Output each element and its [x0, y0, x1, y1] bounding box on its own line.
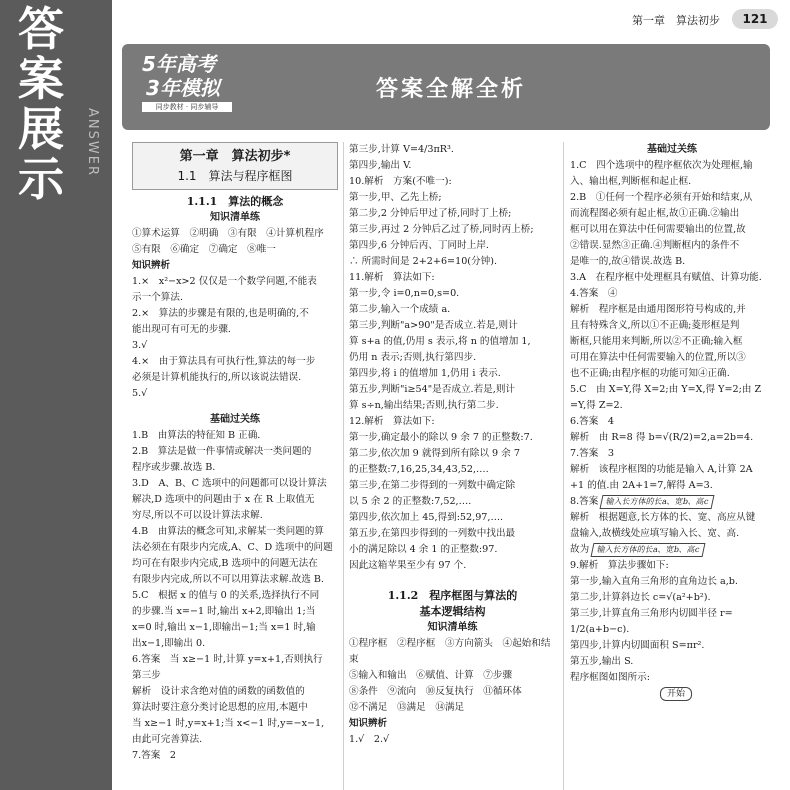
text-line: 均可在有限步内完成,B 选项中的问题无法在 [132, 558, 318, 569]
chapter-heading [132, 142, 338, 190]
text-line: 是唯一的,故④错误.故选 B. [570, 256, 686, 267]
text-line: 出x−1,即输出 0. [132, 638, 206, 649]
text-line: 第一步,输入直角三角形的直角边长 a,b. [570, 576, 738, 587]
text-line: 第三步,在第二步得到的一列数中确定除 [349, 480, 516, 491]
subsection-title: 1.1.1 算法的概念 [186, 195, 284, 208]
text-line: 框可以用在算法中任何需要输出的位置,故 [570, 224, 746, 235]
text-line: 程序或步骤.故选 B. [132, 462, 216, 473]
text-line: 解析 设计求含绝对值的函数的函数值的 [132, 686, 305, 697]
logo-tag: 同步教材 · 同步辅导 [142, 102, 232, 112]
text-line: 1/2(a+b−c). [570, 624, 630, 635]
text-line: 3.D A、B、C 选项中的问题都可以设计算法 [132, 478, 327, 489]
text-line: 第四步,将 i 的值增加 1,仍用 i 表示. [349, 368, 501, 379]
flowchart-start: 开始 [660, 687, 692, 701]
page-header [112, 0, 790, 38]
text-line: 解析 由 R=8 得 b=√(R/2)=2,a=2b=4. [570, 432, 754, 443]
sidebar-subtitle: ANSWER [85, 108, 100, 177]
text-line: =Y,得 Z=2. [570, 400, 623, 411]
text-line: 可用在算法中任何需要输入的位置,所以③ [570, 352, 746, 363]
text-line: 1.C 四个选项中的程序框依次为处理框,输 [570, 160, 753, 171]
text-line: 9.解析 算法步骤如下: [570, 560, 669, 571]
text-line: 4.答案 ④ [570, 288, 618, 299]
text-line: 解决,D 选项中的问题由于 x 在 R 上取值无 [132, 494, 315, 505]
text-line: 5.C 由 X=Y,得 X=2;由 Y=X,得 Y=2;由 Z [570, 384, 762, 395]
text-line: 12.解析 算法如下: [349, 416, 435, 427]
banner [122, 44, 770, 130]
text-line: 第三步,判断"a>90"是否成立.若是,则计 [349, 320, 518, 331]
text-line: 6.答案 4 [570, 416, 615, 427]
text-line: 解析 根据题意,长方体的长、宽、高应从键 [570, 512, 756, 523]
banner-title: 答案全解全析 [376, 77, 527, 102]
logo [142, 52, 238, 120]
text-line: 由此可完善算法. [132, 734, 203, 745]
flow-input-box: 输入长方体的长a、宽b、高c [600, 495, 715, 509]
label: 知识辨析 [132, 260, 171, 271]
text-line: 算法时要注意分类讨论思想的应用,本题中 [132, 702, 308, 713]
text-line: 第四步,输出 V. [349, 160, 412, 171]
column-divider [343, 142, 344, 790]
text-line: +1 的值.由 2A+1=7,解得 A=3. [570, 480, 713, 491]
text-line: 7.答案 2 [132, 750, 177, 761]
text-line: 3.√ [132, 340, 148, 351]
subheading: 知识清单练 [427, 622, 478, 633]
text-line: ①程序框 ②程序框 ③方向箭头 ④起始和结束 [349, 638, 551, 665]
text-line: 算 s÷n,输出结果;否则,执行第二步. [349, 400, 499, 411]
text-line: 第二步,计算斜边长 c=√(a²+b²). [570, 592, 711, 603]
text-line: 1.× x²−x>2 仅仅是一个数学问题,不能表 [132, 276, 317, 287]
text-line: 第三步,再过 2 分钟后乙过了桥,同时丙上桥; [349, 224, 534, 235]
sidebar [0, 0, 112, 790]
text-line: 第一步,令 i=0,n=0,s=0. [349, 288, 460, 299]
column-3 [570, 142, 774, 702]
subsection-title: 基本逻辑结构 [419, 605, 486, 618]
text-line: 当 x≥−1 时,y=x+1;当 x<−1 时,y=−x−1, [132, 718, 325, 729]
text-line: 而流程图必须有起止框,故①正确.②输出 [570, 208, 740, 219]
text-line: 5.C 根据 x 的值与 0 的关系,选择执行不同 [132, 590, 320, 601]
text-line: ∴ 所需时间是 2+2+6=10(分钟). [349, 256, 498, 267]
text-line: 解析 程序框是由通用图形符号构成的,并 [570, 304, 746, 315]
text-line: 第五步,在第四步得到的一列数中找出最 [349, 528, 516, 539]
column-2 [349, 142, 556, 748]
text-line: 以 5 余 2 的正整数:7,52,…. [349, 496, 472, 507]
logo-line1: 5年高考 [142, 52, 216, 76]
text-line: 1.B 由算法的特征知 B 正确. [132, 430, 261, 441]
text-line: 因此这箱苹果至少有 97 个. [349, 560, 467, 571]
text-line: 入、输出框,判断框和起止框. [570, 176, 692, 187]
text-line: 第二步,输入一个成绩 a. [349, 304, 451, 315]
text-line: 小的满足除以 4 余 1 的正整数:97. [349, 544, 498, 555]
text-line: 第五步,判断"i≥54"是否成立.若是,则计 [349, 384, 516, 395]
logo-line2: 3年模拟 [146, 76, 220, 100]
text-line: 第二步,2 分钟后甲过了桥,同时丁上桥; [349, 208, 512, 219]
header-chapter: 第一章 算法初步 [632, 14, 720, 27]
text-line: 程序框图如图所示: [570, 672, 650, 683]
text-line: 3.A 在程序框中处理框具有赋值、计算功能. [570, 272, 762, 283]
sidebar-title: 答案展示 [18, 2, 64, 206]
text-line: 第一步,确定最小的除以 9 余 7 的正整数:7. [349, 432, 533, 443]
text-line: 第四步,6 分钟后丙、丁同时上岸. [349, 240, 489, 251]
text-line: 第三步,计算直角三角形内切圆半径 r= [570, 608, 733, 619]
answer-line [570, 494, 774, 510]
flow-input-box: 输入长方体的长a、宽b、高c [591, 543, 706, 557]
text-line: 第三步 [132, 670, 161, 681]
text-line: ⑧条件 ⑨流向 ⑩反复执行 ⑪循环体 [349, 686, 522, 697]
text-line: 能出现可有可无的步骤. [132, 324, 231, 335]
text-line: 2.× 算法的步骤是有限的,也是明确的,不 [132, 308, 309, 319]
text-line: ⑤有限 ⑥确定 ⑦确定 ⑧唯一 [132, 244, 276, 255]
text-line: 法必须在有限步内完成,A、C、D 选项中的问题 [132, 542, 333, 553]
answer-line [570, 542, 774, 558]
page-number: 121 [732, 9, 778, 29]
text-line: 第五步,输出 S. [570, 656, 634, 667]
subheading: 基础过关练 [210, 414, 260, 425]
text-line: 第四步,依次加上 45,得到:52,97,…. [349, 512, 504, 523]
text-line: 仍用 n 表示;否则,执行第四步. [349, 352, 477, 363]
text-line: 5.√ [132, 388, 148, 399]
answer-prefix: 故为 [570, 544, 590, 555]
text-line: 盘输入,故横线处应填写输入长、宽、高. [570, 528, 740, 539]
answer-label: 8.答案 [570, 496, 599, 507]
text-line: 第三步,计算 V=4/3πR³. [349, 144, 454, 155]
text-line: 解析 该程序框图的功能是输入 A,计算 2A [570, 464, 753, 475]
text-line: 1.√ 2.√ [349, 734, 390, 745]
label: 知识辨析 [349, 718, 388, 729]
text-line: 也不正确;由程序框的功能可知④正确. [570, 368, 730, 379]
text-line: 2.B 算法是做一件事情或解决一类问题的 [132, 446, 312, 457]
text-line: ②错误.显然③正确.④判断框内的条件不 [570, 240, 740, 251]
text-line: 2.B ①任何一个程序必须有开始和结束,从 [570, 192, 753, 203]
text-line: 7.答案 3 [570, 448, 615, 459]
section-title: 1.1 算法与程序框图 [177, 169, 293, 183]
text-line: 的步骤.当 x=−1 时,输出 x+2,即输出 1;当 [132, 606, 316, 617]
chapter-title: 第一章 算法初步* [179, 149, 291, 164]
text-line: 10.解析 方案(不唯一): [349, 176, 452, 187]
text-line: 第一步,甲、乙先上桥; [349, 192, 442, 203]
text-line: 4.B 由算法的概念可知,求解某一类问题的算 [132, 526, 324, 537]
text-line: 有限步内完成,所以不可以用算法求解.故选 B. [132, 574, 324, 585]
text-line: 必须是计算机能执行的,所以该说法错误. [132, 372, 302, 383]
text-line: 示一个算法. [132, 292, 184, 303]
subsection-title: 1.1.2 程序框图与算法的 [387, 589, 518, 602]
text-line: 断框,只能用来判断,所以②不正确;输入框 [570, 336, 743, 347]
text-line: 算 s+a 的值,仍用 s 表示,将 n 的值增加 1, [349, 336, 531, 347]
subheading: 知识清单练 [210, 212, 260, 223]
text-line: ⑫不满足 ⑬满足 ⑭满足 [349, 702, 465, 713]
column-1 [132, 142, 338, 764]
text-line: 穷尽,所以不可以设计算法求解. [132, 510, 263, 521]
text-line: 第四步,计算内切圆面积 S=πr². [570, 640, 705, 651]
text-line: 6.答案 当 x≥−1 时,计算 y=x+1,否则执行 [132, 654, 323, 665]
text-line: 且有特殊含义,所以①不正确;菱形框是判 [570, 320, 740, 331]
column-divider [563, 142, 564, 790]
text-line: 11.解析 算法如下: [349, 272, 435, 283]
text-line: x=0 时,输出 x−1,即输出−1;当 x=1 时,输 [132, 622, 316, 633]
subheading: 基础过关练 [647, 144, 697, 155]
text-line: ①算术运算 ②明确 ③有限 ④计算机程序 [132, 228, 324, 239]
text-line: ⑤输入和输出 ⑥赋值、计算 ⑦步骤 [349, 670, 513, 681]
text-line: 第二步,依次加 9 就得到所有除以 9 余 7 [349, 448, 520, 459]
text-line: 4.× 由于算法具有可执行性,算法的每一步 [132, 356, 316, 367]
text-line: 的正整数:7,16,25,34,43,52,…. [349, 464, 489, 475]
